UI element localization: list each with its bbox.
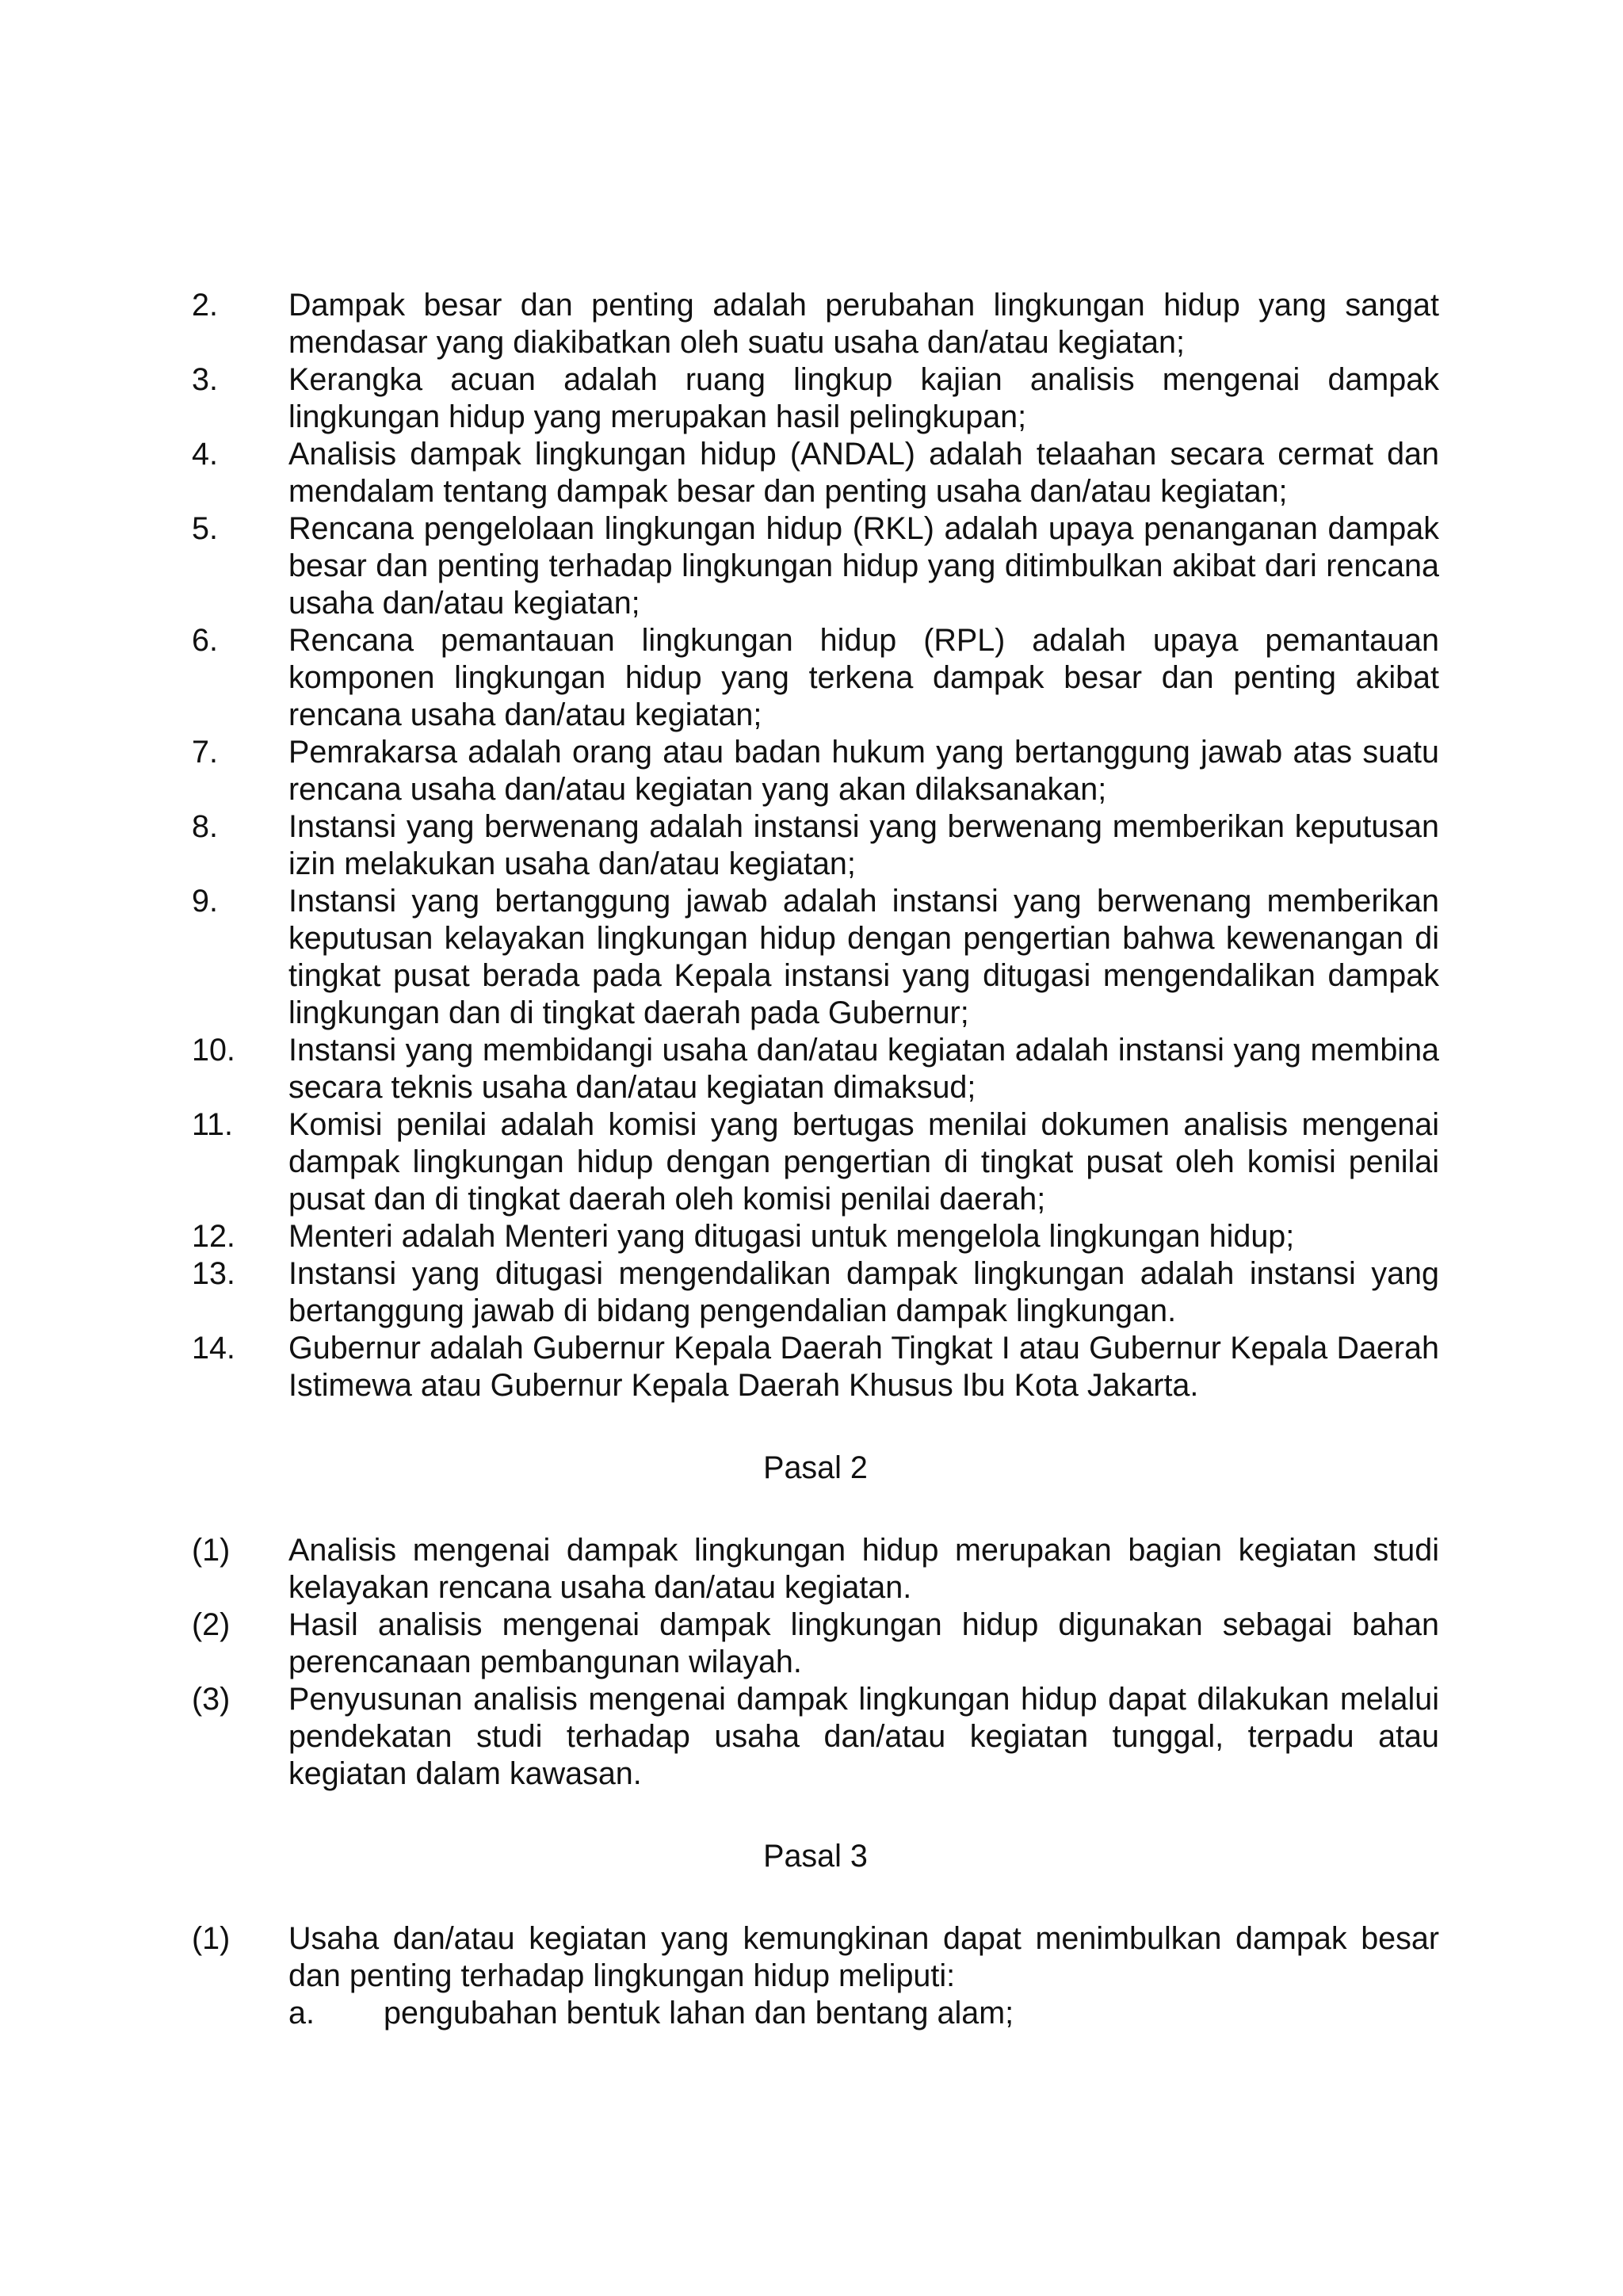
clause-text: Penyusunan analisis mengenai dampak lingkungan hidup dapat dilakukan melalui pendekatan studi terhadap usaha dan/atau kegiatan tunggal, terpadu atau kegiatan dalam kawasan. (288, 1682, 1439, 1791)
definition-item (192, 1255, 1439, 1330)
item-text: Komisi penilai adalah komisi yang bertugas menilai dokumen analisis mengenai dampak lingkungan hidup dengan pengertian di tingkat pusat oleh komisi penilai pusat dan di tingkat daerah oleh komisi penilai daerah; (288, 1107, 1439, 1217)
item-number: 10. (192, 1033, 235, 1068)
pasal-3-heading: Pasal 3 (763, 1839, 868, 1874)
item-text: Instansi yang membidangi usaha dan/atau kegiatan adalah instansi yang membina secara teknis usaha dan/atau kegiatan dimaksud; (288, 1033, 1439, 1105)
definition-item (192, 1106, 1439, 1218)
definition-item (192, 510, 1439, 622)
definition-item (192, 1032, 1439, 1106)
definition-item (192, 734, 1439, 808)
item-number: 12. (192, 1219, 235, 1254)
item-text: Rencana pengelolaan lingkungan hidup (RKL) adalah upaya penanganan dampak besar dan penting terhadap lingkungan hidup yang ditimbulkan akibat dari rencana usaha dan/atau kegiatan; (288, 511, 1439, 621)
item-number: 3. (192, 362, 218, 397)
clause-number: (1) (192, 1533, 231, 1568)
pasal-3-subclause (288, 1995, 1439, 2032)
item-text: Dampak besar dan penting adalah perubahan lingkungan hidup yang sangat mendasar yang diakibatkan oleh suatu usaha dan/atau kegiatan; (288, 288, 1439, 360)
item-number: 13. (192, 1256, 235, 1291)
item-text: Instansi yang ditugasi mengendalikan dampak lingkungan adalah instansi yang bertanggung jawab di bidang pengendalian dampak lingkungan. (288, 1256, 1439, 1328)
definition-item (192, 1218, 1439, 1255)
item-text: Rencana pemantauan lingkungan hidup (RPL) adalah upaya pemantauan komponen lingkungan hidup yang terkena dampak besar dan penting akibat rencana usaha dan/atau kegiatan; (288, 623, 1439, 732)
item-number: 9. (192, 884, 218, 919)
definition-item (192, 808, 1439, 883)
pasal-3-clause (192, 1920, 1439, 1995)
item-number: 4. (192, 437, 218, 472)
item-text: Instansi yang berwenang adalah instansi yang berwenang memberikan keputusan izin melakukan usaha dan/atau kegiatan; (288, 809, 1439, 881)
clause-text: Hasil analisis mengenai dampak lingkungan hidup digunakan sebagai bahan perencanaan pembangunan wilayah. (288, 1607, 1439, 1679)
item-number: 5. (192, 511, 218, 546)
clause-number: (1) (192, 1921, 231, 1956)
definition-item (192, 1330, 1439, 1404)
pasal-2-clause (192, 1681, 1439, 1793)
pasal-2-heading: Pasal 2 (763, 1450, 868, 1485)
item-text: Pemrakarsa adalah orang atau badan hukum yang bertanggung jawab atas suatu rencana usaha dan/atau kegiatan yang akan dilaksanakan; (288, 735, 1439, 807)
document-body (192, 287, 1439, 2032)
clause-number: (3) (192, 1682, 231, 1717)
definition-item (192, 361, 1439, 436)
item-number: 8. (192, 809, 218, 844)
item-text: Gubernur adalah Gubernur Kepala Daerah Tingkat I atau Gubernur Kepala Daerah Istimewa atau Gubernur Kepala Daerah Khusus Ibu Kota Jakarta. (288, 1331, 1439, 1403)
item-number: 14. (192, 1331, 235, 1366)
definition-item (192, 622, 1439, 734)
subclause-text: pengubahan bentuk lahan dan bentang alam; (384, 1996, 1014, 2030)
definition-item (192, 436, 1439, 510)
pasal-2-clause (192, 1606, 1439, 1681)
item-text: Instansi yang bertanggung jawab adalah instansi yang berwenang memberikan keputusan kelayakan lingkungan hidup dengan pengertian bahwa kewenangan di tingkat pusat berada pada Kepala instansi yang ditugasi mengendalikan dampak lingkungan dan di tingkat daerah pada Gubernur; (288, 884, 1439, 1030)
clause-text: Analisis mengenai dampak lingkungan hidup merupakan bagian kegiatan studi kelayakan rencana usaha dan/atau kegiatan. (288, 1533, 1439, 1605)
item-number: 2. (192, 288, 218, 323)
pasal-2-clause (192, 1532, 1439, 1606)
item-text: Menteri adalah Menteri yang ditugasi untuk mengelola lingkungan hidup; (288, 1219, 1295, 1254)
item-number: 7. (192, 735, 218, 770)
clause-number: (2) (192, 1607, 231, 1642)
item-number: 11. (192, 1107, 233, 1142)
definition-item (192, 883, 1439, 1032)
item-text: Kerangka acuan adalah ruang lingkup kajian analisis mengenai dampak lingkungan hidup yang merupakan hasil pelingkupan; (288, 362, 1439, 434)
subclause-letter: a. (288, 1996, 315, 2030)
clause-text: Usaha dan/atau kegiatan yang kemungkinan dapat menimbulkan dampak besar dan penting terhadap lingkungan hidup meliputi: (288, 1921, 1439, 1993)
item-number: 6. (192, 623, 218, 658)
item-text: Analisis dampak lingkungan hidup (ANDAL) adalah telaahan secara cermat dan mendalam tentang dampak besar dan penting usaha dan/atau kegiatan; (288, 437, 1439, 509)
definition-item (192, 287, 1439, 361)
